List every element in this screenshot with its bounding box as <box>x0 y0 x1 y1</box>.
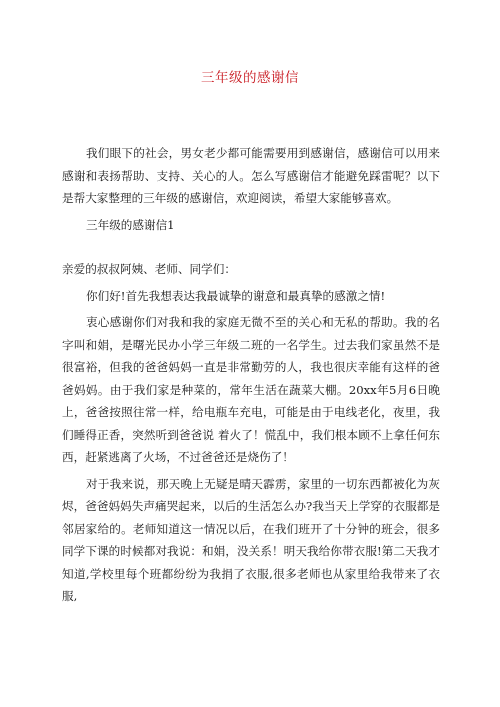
body-paragraph: 你们好!首先我想表达我最诚挚的谢意和最真挚的感激之情! <box>86 288 386 303</box>
document-body <box>62 142 440 608</box>
body-paragraph: 衷心感谢你们对我和我的家庭无微不至的关心和无私的帮助。我的名字叫和娟，是曙光民办小学三年级二班的一名学生。过去我们家虽然不是很富裕，但我的爸爸妈妈一直是非常勤劳的人，我也很庆幸能有这样的爸爸妈妈。由于我们家是种菜的，常年生活在蔬菜大棚。20xx年5月6日晚上，爸爸按照往常一样，给电瓶车充电，可能是由于电线老化，夜里，我们睡得正香，突然听到爸爸说 着火了！慌乱中，我们根本顾不上拿任何东西，赶紧逃离了火场，不过爸爸还是烧伤了！ <box>62 315 440 464</box>
document-title: 三年级的感谢信 <box>201 70 299 86</box>
salutation: 亲爱的叔叔阿姨、老师、同学们： <box>62 262 236 276</box>
section-heading: 三年级的感谢信1 <box>86 217 175 232</box>
body-paragraph: 对于我来说，那天晚上无疑是晴天霹雳，家里的一切东西都被化为灰烬，爸爸妈妈失声痛哭起来，以后的生活怎么办?我当天上学穿的衣服都是邻居家给的。老师知道这一情况以后，在我们班开了十分钟的班会，很多同学下课的时候都对我说：和娟，没关系！明天我给你带衣服!第二天我才知道,学校里每个班都纷纷为我捐了衣服,很多老师也从家里给我带来了衣服, <box>62 476 440 603</box>
intro-paragraph: 我们眼下的社会，男女老少都可能需要用到感谢信，感谢信可以用来感谢和表扬帮助、支持、关心的人。怎么写感谢信才能避免踩雷呢？以下是帮大家整理的三年级的感谢信，欢迎阅读，希望大家能够喜欢。 <box>62 146 440 205</box>
